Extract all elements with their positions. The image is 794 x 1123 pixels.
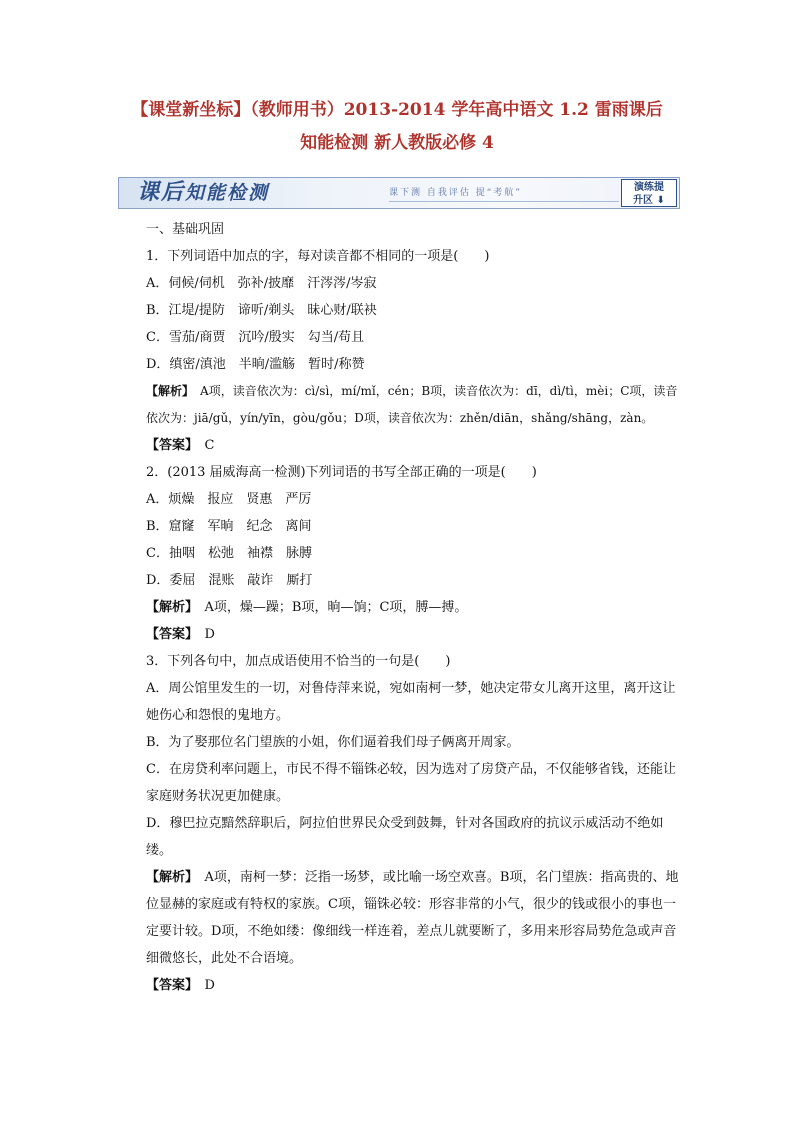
practice-zone-line-1: 演练提 — [634, 182, 664, 193]
banner-title — [137, 180, 269, 206]
title-line-2: 知能检测 新人教版必修 4 — [300, 133, 494, 153]
q3-answer — [118, 972, 680, 999]
q2-analysis — [118, 594, 680, 621]
section-banner — [118, 177, 680, 209]
q2-option-d: D．委屈 混账 敲诈 厮打 — [146, 573, 313, 588]
q2-option-c: C．抽咽 松弛 袖襟 脉膊 — [146, 546, 312, 561]
q1-analysis-text: A项，读音依次为：cì/sì，mí/mǐ，cén；B项，读音依次为：dī，dì/tì，mèi；C项，读音依次为：jiā/gǔ，yín/yīn，gòu/gǒu；D项，读音依次为：zhěn/diān，shǎng/shāng，zàn。 — [146, 384, 678, 425]
q3-stem: 3．下列各句中，加点成语使用不恰当的一句是( ) — [146, 654, 451, 669]
q1-answer — [118, 432, 680, 459]
q1-analysis-label: 【解析】 — [146, 384, 189, 398]
q2-option-b: B．窟窿 军晌 纪念 离间 — [146, 519, 312, 534]
banner-title-char-1: 课 — [137, 180, 162, 205]
q1-stem: 1．下列词语中加点的字，每对读音都不相同的一项是( ) — [146, 249, 490, 264]
q1-analysis — [118, 378, 680, 432]
q1-answer-value: C — [204, 438, 215, 453]
q3-option-a: A．周公馆里发生的一切，对鲁侍萍来说，宛如南柯一梦，她决定带女儿离开这里，离开这让她伤心和怨恨的鬼地方。 — [146, 681, 676, 723]
q2-stem: 2．(2013 届威海高一检测)下列词语的书写全部正确的一项是( ) — [146, 465, 537, 480]
q2-answer-label: 【答案】 — [146, 627, 192, 642]
q1-answer-label: 【答案】 — [146, 438, 192, 453]
q2-option-a: A．烦燥 报应 贤惠 严厉 — [146, 492, 312, 507]
q3-option-c: C．在房贷利率问题上，市民不得不锱铢必较，因为选对了房贷产品，不仅能够省钱，还能让家庭财务状况更加健康。 — [146, 762, 676, 804]
q3-analysis — [118, 864, 680, 972]
banner-subtitle: 课下测 自我评估 提“考航” — [389, 185, 619, 202]
document-title — [60, 94, 734, 160]
q2-answer-value: D — [204, 627, 215, 642]
q3-option-b: B．为了娶那位名门望族的小姐，你们逼着我们母子俩离开周家。 — [146, 735, 520, 750]
practice-zone-line-2: 升区 ⬇ — [633, 195, 665, 206]
q1-option-c: C．雪茄/商贾 沉吟/殷实 勾当/苟且 — [146, 330, 365, 345]
q3-answer-value: D — [204, 978, 215, 993]
banner-title-rest: 知能检测 — [185, 182, 270, 204]
q3-answer-label: 【答案】 — [146, 978, 192, 993]
q3-analysis-text: A项，南柯一梦：泛指一场梦，或比喻一场空欢喜。B项，名门望族：指高贵的、地位显赫的家庭或有特权的家族。C项，锱铢必较：形容非常的小气，很少的钱或很小的事也一定要计较。D项，不绝如缕：像细线一样连着，差点儿就要断了，多用来形容局势危急或声音细微悠长，此处不合语境。 — [146, 870, 679, 966]
q3-option-d: D．穆巴拉克黯然辞职后，阿拉伯世界民众受到鼓舞，针对各国政府的抗议示威活动不绝如缕。 — [146, 816, 664, 858]
banner-title-char-2: 后 — [161, 180, 186, 205]
q1-option-b: B．江堤/提防 谛听/剃头 昧心财/联袂 — [146, 303, 377, 318]
q1-option-a: A．伺候/伺机 弥补/披靡 汗涔涔/岑寂 — [146, 276, 377, 291]
title-line-1: 【课堂新坐标】（教师用书）2013-2014 学年高中语文 1.2 雷雨课后 — [131, 100, 663, 120]
section-heading: 一、基础巩固 — [146, 222, 225, 237]
q1-option-d: D．缜密/滇池 半晌/滥觞 暂时/称赞 — [146, 357, 365, 372]
q2-answer — [118, 621, 680, 648]
q3-analysis-label: 【解析】 — [146, 870, 192, 885]
q2-analysis-text: A项，燥—躁；B项，晌—饷；C项，膊—搏。 — [204, 600, 468, 615]
document-body — [118, 216, 680, 999]
q2-analysis-label: 【解析】 — [146, 600, 192, 615]
practice-zone-button[interactable] — [621, 179, 677, 207]
